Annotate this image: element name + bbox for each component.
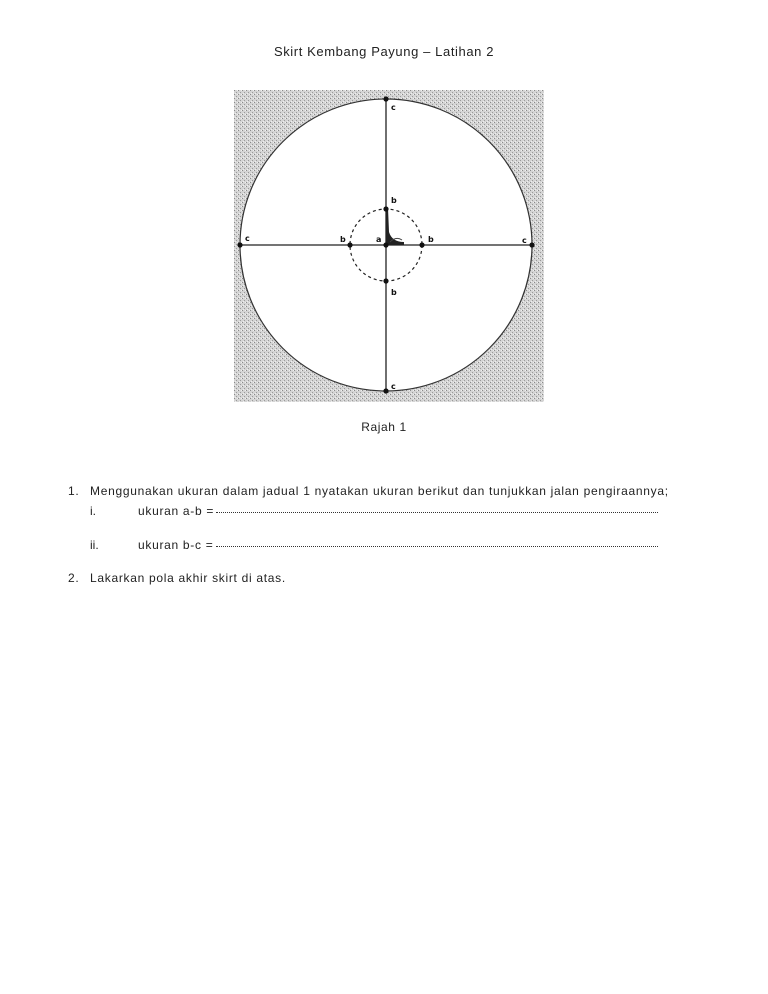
point-c-bottom [383, 388, 388, 393]
question-number: 2. [68, 571, 80, 585]
point-b-top [383, 206, 388, 211]
label-a-center: a [376, 235, 382, 244]
answer-line[interactable] [216, 508, 658, 513]
question-text: Menggunakan ukuran dalam jadual 1 nyatakan ukuran berikut dan tunjukkan jalan pengiraannya; [90, 484, 669, 498]
question-1-part-i [0, 504, 768, 520]
point-c-right [529, 242, 534, 247]
page-title: Skirt Kembang Payung – Latihan 2 [273, 44, 495, 59]
part-numeral: i. [90, 504, 96, 518]
label-c-bottom: c [391, 382, 396, 391]
question-number: 1. [68, 484, 80, 498]
point-c-top [383, 96, 388, 101]
point-b-left [347, 242, 352, 247]
answer-line[interactable] [216, 542, 658, 547]
label-b-bottom: b [391, 288, 397, 297]
label-c-top: c [391, 103, 396, 112]
label-b-left: b [340, 235, 346, 244]
part-label: ukuran a-b = [138, 504, 215, 518]
figure-caption: Rajah 1 [361, 420, 407, 434]
label-b-top: b [391, 196, 397, 205]
question-text: Lakarkan pola akhir skirt di atas. [90, 571, 286, 585]
point-b-right [419, 242, 424, 247]
question-1-part-ii [0, 538, 768, 554]
label-c-left: c [245, 234, 250, 243]
point-c-left [237, 242, 242, 247]
question-1 [0, 484, 768, 500]
part-numeral: ii. [90, 538, 99, 552]
label-b-right: b [428, 235, 434, 244]
point-b-bottom [383, 278, 388, 283]
skirt-pattern-diagram [234, 90, 544, 402]
part-label: ukuran b-c = [138, 538, 214, 552]
question-2 [0, 571, 768, 587]
label-c-right: c [522, 236, 527, 245]
point-a-center [383, 242, 388, 247]
